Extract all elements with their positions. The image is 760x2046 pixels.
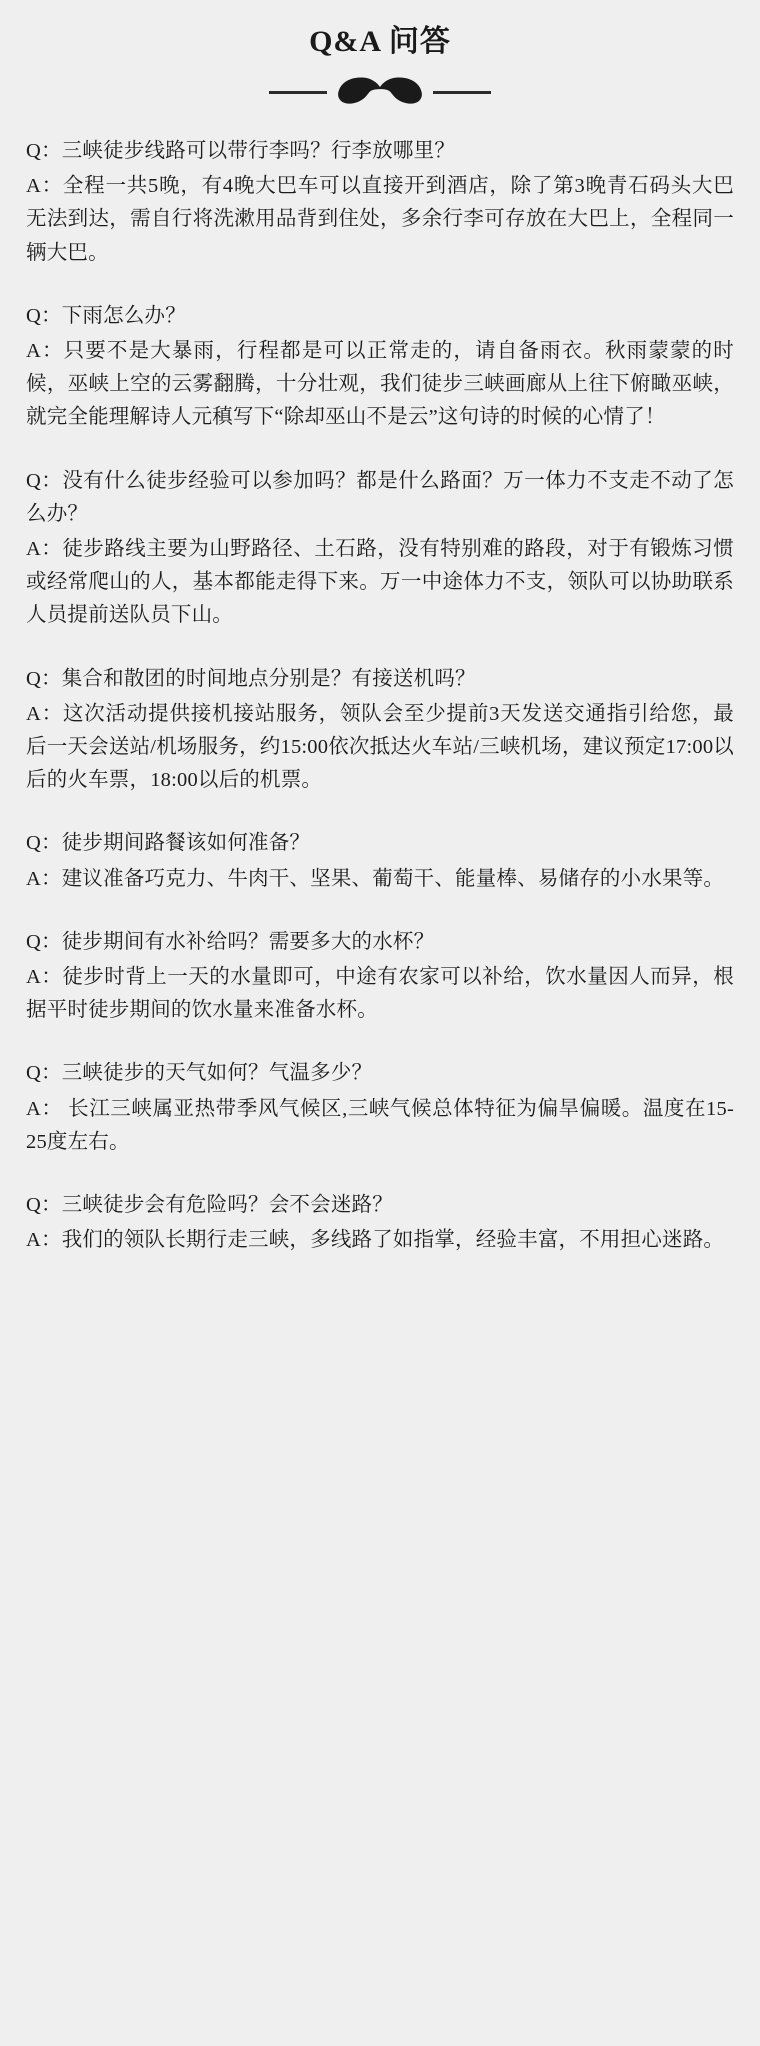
answer-text: 全程一共5晚，有4晚大巴车可以直接开到酒店，除了第3晚青石码头大巴无法到达，需自行将洗漱用品背到住处，多余行李可存放在大巴上，全程同一辆大巴。 (26, 175, 734, 264)
answer-label: A： (26, 538, 63, 561)
answer-label: A： (26, 867, 62, 890)
answer-text: 徒步路线主要为山野路径、土石路，没有特别难的路段，对于有锻炼习惯或经常爬山的人，基本都能走得下来。万一中途体力不支，领队可以协助联系人员提前送队员下山。 (26, 538, 734, 627)
page-header (0, 0, 760, 109)
answer-label: A： (26, 1097, 63, 1120)
answer-line (26, 1093, 734, 1159)
answer-line (26, 170, 734, 270)
ornament-line-left (269, 91, 327, 94)
question-text: 集合和散团的时间地点分别是？有接送机吗？ (61, 667, 476, 690)
question-label: Q： (26, 667, 62, 690)
answer-label: A： (26, 175, 63, 198)
answer-line (26, 961, 734, 1027)
qa-item (26, 465, 734, 633)
answer-text: 只要不是大暴雨，行程都是可以正常走的，请自备雨衣。秋雨蒙蒙的时候，巫峡上空的云雾翻腾，十分壮观，我们徒步三峡画廊从上往下俯瞰巫峡，就完全能理解诗人元稹写下“除却巫山不是云”这句诗的时候的心情了！ (26, 340, 734, 429)
answer-label: A： (26, 1229, 62, 1252)
qa-item (26, 827, 734, 895)
question-text: 三峡徒步的天气如何？气温多少？ (61, 1062, 373, 1085)
mustache-icon (337, 75, 423, 109)
answer-line (26, 1224, 734, 1257)
question-line (26, 663, 734, 696)
answer-text: 建议准备巧克力、牛肉干、坚果、葡萄干、能量棒、易储存的小水果等。 (61, 867, 725, 890)
qa-list (0, 127, 760, 1327)
answer-label: A： (26, 340, 64, 363)
question-label: Q： (26, 1194, 62, 1217)
question-line (26, 1057, 734, 1090)
answer-label: A： (26, 702, 63, 725)
ornament-line-right (433, 91, 491, 94)
qa-item (26, 135, 734, 270)
answer-label: A： (26, 966, 63, 989)
question-text: 下雨怎么办？ (61, 304, 186, 327)
answer-line (26, 533, 734, 633)
answer-text: 长江三峡属亚热带季风气候区,三峡气候总体特征为偏旱偏暖。温度在15-25度左右。 (26, 1097, 734, 1153)
answer-line (26, 698, 734, 798)
question-label: Q： (26, 832, 62, 855)
qa-item (26, 663, 734, 798)
question-text: 徒步期间有水补给吗？需要多大的水杯？ (61, 930, 435, 953)
question-label: Q： (26, 1062, 62, 1085)
question-line (26, 300, 734, 333)
answer-line (26, 335, 734, 435)
question-line (26, 827, 734, 860)
qa-item (26, 300, 734, 435)
qa-item (26, 1189, 734, 1257)
page-title: Q&A 问答 (309, 25, 451, 58)
qa-item (26, 1057, 734, 1159)
answer-text: 徒步时背上一天的水量即可，中途有农家可以补给，饮水量因人而异，根据平时徒步期间的饮水量来准备水杯。 (26, 966, 734, 1022)
answer-line (26, 863, 734, 896)
answer-text: 这次活动提供接机接站服务，领队会至少提前3天发送交通指引给您，最后一天会送站/机场服务，约15:00依次抵达火车站/三峡机场，建议预定17:00以后的火车票，18:00以后的机票。 (26, 702, 734, 792)
question-label: Q： (26, 469, 63, 492)
question-line (26, 1189, 734, 1222)
answer-text: 我们的领队长期行走三峡，多线路了如指掌，经验丰富，不用担心迷路。 (61, 1229, 725, 1252)
question-line (26, 135, 734, 168)
question-text: 三峡徒步线路可以带行李吗？行李放哪里？ (61, 140, 456, 162)
question-text: 徒步期间路餐该如何准备？ (61, 832, 311, 855)
title-ornament (0, 75, 760, 109)
question-line (26, 465, 734, 531)
question-label: Q： (26, 930, 62, 953)
question-label: Q： (26, 304, 62, 327)
question-text: 三峡徒步会有危险吗？会不会迷路？ (61, 1194, 393, 1217)
question-line (26, 926, 734, 959)
qa-item (26, 926, 734, 1028)
question-text: 没有什么徒步经验可以参加吗？都是什么路面？万一体力不支走不动了怎么办？ (26, 469, 734, 525)
question-label: Q： (26, 140, 62, 162)
